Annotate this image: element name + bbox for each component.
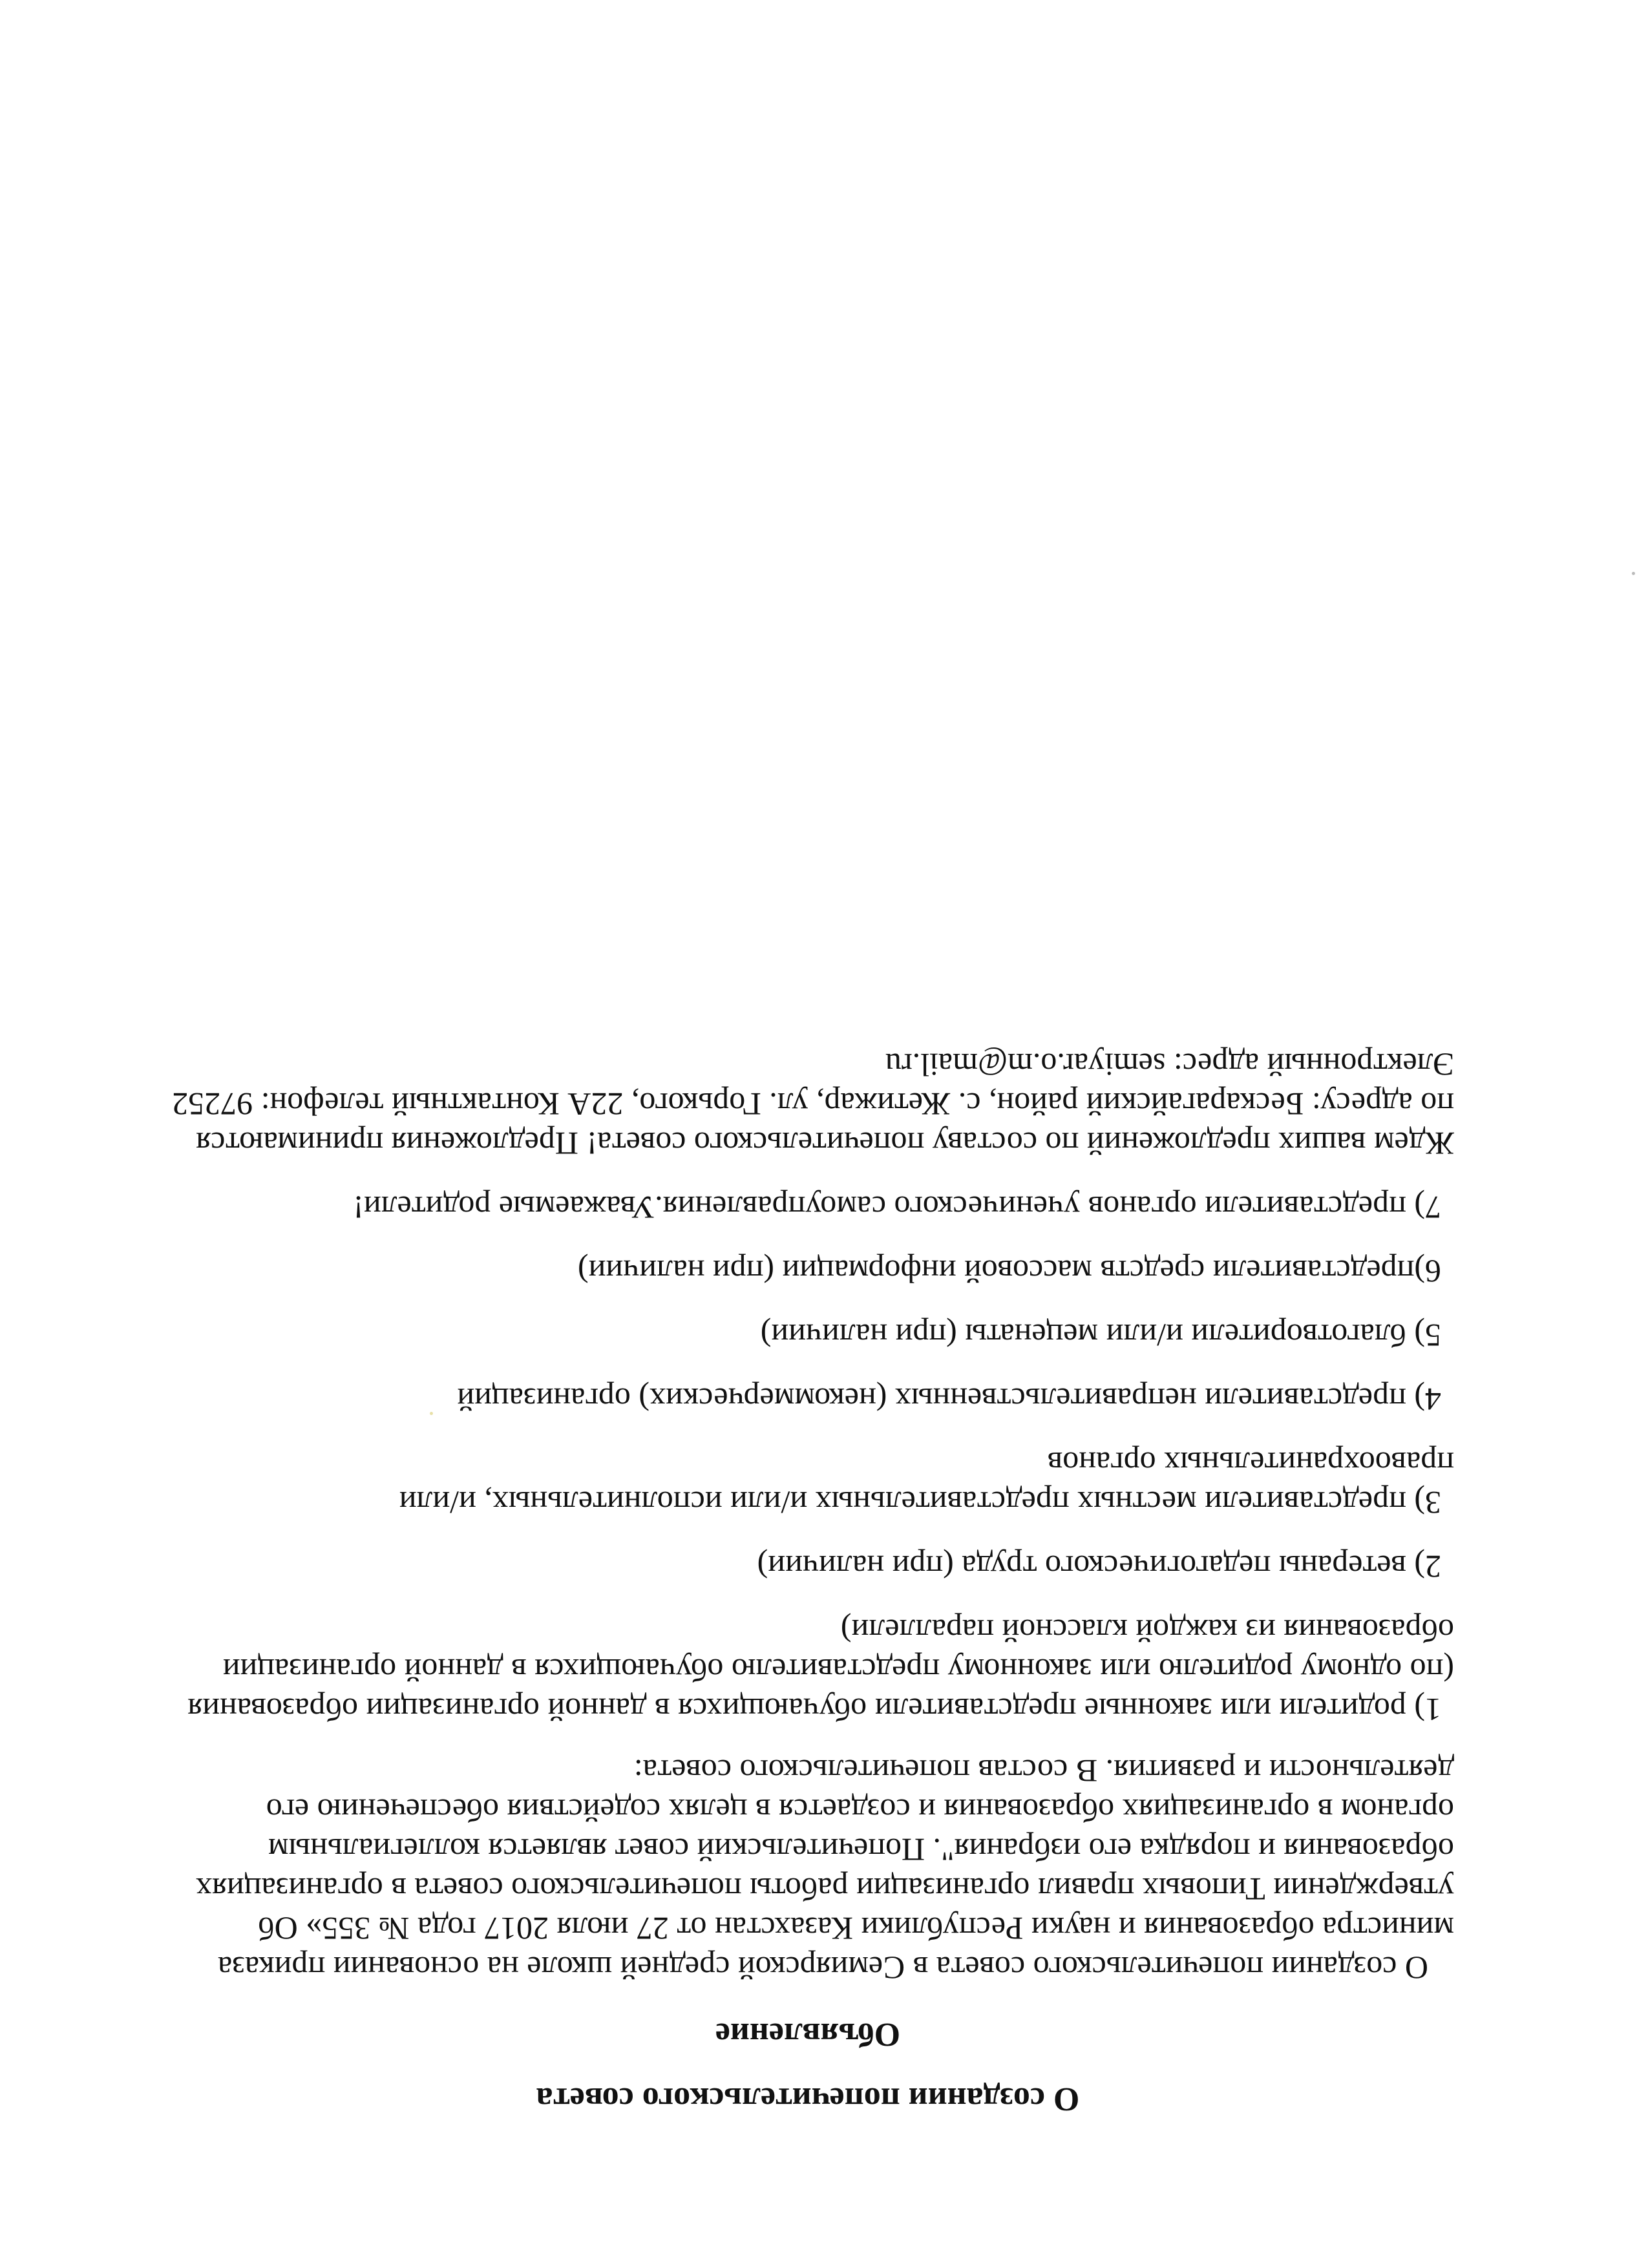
list-item: 1) родители или законные представители обучающихся в данной организации образования (по одному родителю или законному представителю обучающихся в данной организации образования из каждой классной параллели) <box>187 1613 1454 1728</box>
list-item: 3) представители местных представительных и/или исполнительных, и/или правоохранительных органов <box>399 1445 1454 1521</box>
council-composition-list <box>162 1188 1454 1729</box>
list-item: 7) представители органов ученического самоуправления.Уважаемые родители! <box>353 1190 1441 1226</box>
scan-speck <box>1632 572 1635 575</box>
scan-speck <box>430 1412 433 1415</box>
closing-paragraph: Ждем ваших предложений по составу попечительского совета! Предложения принимаются по адресу: Бескарагайский район, с. Жетижар, ул. Горького, 22А Контактный телефон: 97252 Электронный адрес: semiyar.o.m@mail.ru <box>172 1047 1454 1162</box>
list-item: 5) благотворители и/или меценаты (при наличии) <box>760 1318 1441 1354</box>
intro-paragraph: О создании попечительского совета в Семиярской средней школе на основании приказа министра образования и науки Республики Казахстан от 27 июля 2017 года № 355» Об утверждении Типовых правил организации работы попечительского совета в организациях образования и порядка его избрания". Попечительский совет является коллегиальным органом в организациях образования и создается в целях содействия обеспечению его деятельности и развития. В состав попечительского совета: <box>196 1753 1454 1986</box>
list-item: 4) представители неправительственных (некоммерческих) организаций <box>457 1381 1441 1418</box>
document-subtitle: Объявление <box>715 2016 901 2053</box>
document-title: О создании попечительского совета <box>536 2081 1080 2117</box>
list-item: 6)представители средств массовой информации (при наличии) <box>577 1254 1441 1290</box>
document-body <box>162 1045 1454 2119</box>
list-item: 2) ветераны педагогического труда (при наличии) <box>757 1549 1441 1585</box>
